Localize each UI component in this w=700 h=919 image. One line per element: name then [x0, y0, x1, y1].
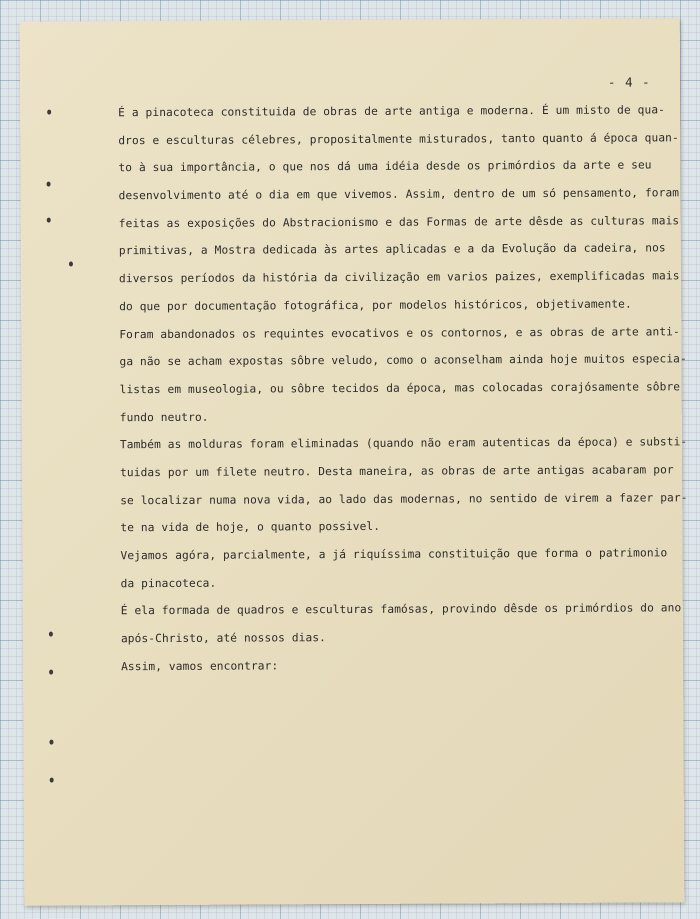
text-line: Foram abandonados os requintes evocativos e os contornos, e as obras de arte anti-: [119, 324, 680, 341]
text-line: desenvolvimento até o dia em que vivemos. Assim, dentro de um só pensamento, foram: [118, 186, 680, 203]
text-line: te na vida de hoje, o quanto possivel.: [120, 520, 381, 535]
text-line: tuidas por um filete neutro. Desta maneira, as obras de arte antigas acabaram por: [120, 463, 674, 480]
punch-hole-mark: [47, 110, 51, 115]
text-line: listas em museologia, ou sôbre tecidos da época, mas colocadas corajósamente sôbre: [119, 380, 681, 397]
text-line: Vejamos agóra, parcialmente, a já riquíssima constituição que forma o patrimonio: [120, 546, 668, 563]
body-text: [118, 96, 691, 680]
punch-hole-mark: [49, 670, 53, 675]
text-line: Assim, vamos encontrar:: [121, 659, 279, 673]
text-line: É a pinacoteca constituida de obras de arte antiga e moderna. É um misto de qua-: [118, 103, 666, 120]
text-line: da pinacoteca.: [120, 576, 217, 590]
punch-hole-mark: [50, 778, 54, 783]
text-line: do que por documentação fotográfica, por modelos históricos, objetivamente.: [119, 297, 632, 314]
punch-hole-mark: [49, 632, 53, 637]
typed-document-page: [20, 18, 688, 905]
text-line: É ela formada de quadros e esculturas famósas, provindo dêsde os primórdios do ano: [120, 601, 682, 618]
text-line: primitivas, a Mostra dedicada às artes aplicadas e a da Evolução da cadeira, nos: [118, 241, 666, 258]
text-line: to à sua importância, o que nos dá uma idéia desde os primórdios da arte e seu: [118, 158, 652, 175]
punch-hole-mark: [69, 261, 73, 266]
punch-hole-mark: [47, 182, 51, 187]
text-line: diversos períodos da história da civilização em varios paizes, exemplificadas mais: [119, 269, 680, 286]
text-line: fundo neutro.: [119, 410, 209, 424]
text-line: feitas as exposições do Abstracionismo e das Formas de arte dêsde as culturas mais: [118, 214, 680, 230]
page-number: - 4 -: [607, 74, 651, 90]
text-line: após-Christo, até nossos dias.: [120, 631, 327, 646]
text-line: ga não se acham expostas sôbre veludo, como o aconselham ainda hoje muitos especia-: [119, 352, 687, 369]
text-line: se localizar numa nova vida, ao lado das modernas, no sentido de virem a fazer par-: [120, 490, 688, 507]
punch-hole-mark: [49, 740, 53, 745]
text-line: dros e esculturas célebres, propositalmente misturados, tanto quanto á época quan-: [118, 130, 679, 147]
punch-hole-mark: [47, 218, 51, 223]
text-line: Também as molduras foram eliminadas (quando não eram autenticas da época) e substi-: [119, 435, 688, 452]
